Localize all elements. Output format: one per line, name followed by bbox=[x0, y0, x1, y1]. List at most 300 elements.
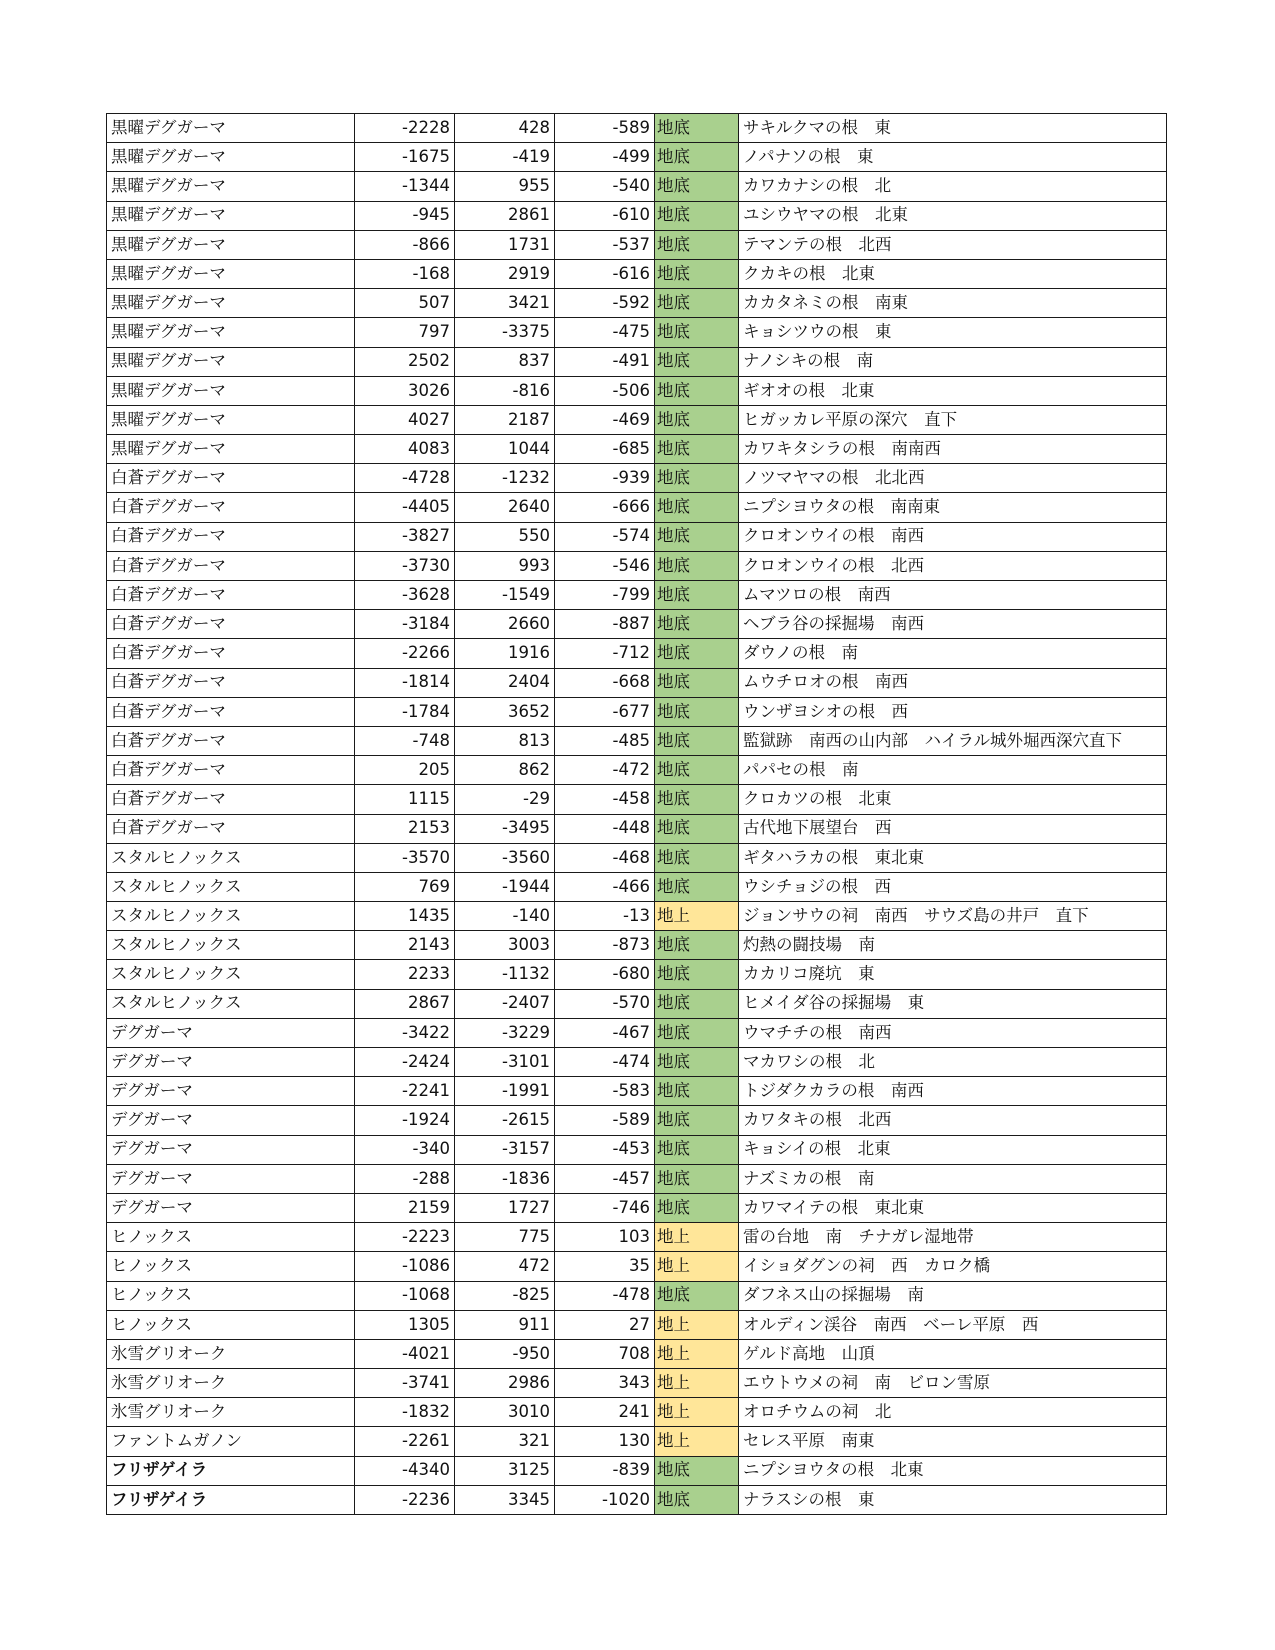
location-cell: カワタキの根 北西 bbox=[739, 1106, 1167, 1135]
monster-name-cell: 白蒼デグガーマ bbox=[107, 814, 355, 843]
layer-cell: 地底 bbox=[655, 405, 739, 434]
x-coordinate-cell: -2223 bbox=[355, 1223, 455, 1252]
layer-cell: 地上 bbox=[655, 1427, 739, 1456]
y-coordinate-cell: -29 bbox=[455, 785, 555, 814]
z-coordinate-cell: 708 bbox=[555, 1339, 655, 1368]
z-coordinate-cell: -712 bbox=[555, 639, 655, 668]
monster-name-cell: スタルヒノックス bbox=[107, 843, 355, 872]
location-cell: ナノシキの根 南 bbox=[739, 347, 1167, 376]
monster-name-cell: 白蒼デグガーマ bbox=[107, 551, 355, 580]
table-row bbox=[107, 1281, 1167, 1310]
layer-cell: 地上 bbox=[655, 1369, 739, 1398]
layer-cell: 地底 bbox=[655, 1135, 739, 1164]
y-coordinate-cell: -1836 bbox=[455, 1164, 555, 1193]
z-coordinate-cell: -592 bbox=[555, 289, 655, 318]
location-cell: ノツマヤマの根 北北西 bbox=[739, 464, 1167, 493]
table-row bbox=[107, 1485, 1167, 1514]
location-cell: ニプシヨウタの根 北東 bbox=[739, 1456, 1167, 1485]
z-coordinate-cell: -499 bbox=[555, 143, 655, 172]
x-coordinate-cell: -1086 bbox=[355, 1252, 455, 1281]
monster-name-cell: 白蒼デグガーマ bbox=[107, 639, 355, 668]
location-cell: ユシウヤマの根 北東 bbox=[739, 201, 1167, 230]
y-coordinate-cell: 955 bbox=[455, 172, 555, 201]
z-coordinate-cell: -540 bbox=[555, 172, 655, 201]
table-row bbox=[107, 1193, 1167, 1222]
y-coordinate-cell: -825 bbox=[455, 1281, 555, 1310]
monster-name-cell: 黒曜デグガーマ bbox=[107, 376, 355, 405]
table-row bbox=[107, 522, 1167, 551]
location-cell: セレス平原 南東 bbox=[739, 1427, 1167, 1456]
monster-name-cell: 白蒼デグガーマ bbox=[107, 785, 355, 814]
layer-cell: 地底 bbox=[655, 1018, 739, 1047]
y-coordinate-cell: -3157 bbox=[455, 1135, 555, 1164]
x-coordinate-cell: 1115 bbox=[355, 785, 455, 814]
monster-name-cell: ファントムガノン bbox=[107, 1427, 355, 1456]
monster-name-cell: 氷雪グリオーク bbox=[107, 1369, 355, 1398]
y-coordinate-cell: 2640 bbox=[455, 493, 555, 522]
z-coordinate-cell: -873 bbox=[555, 931, 655, 960]
monster-name-cell: 白蒼デグガーマ bbox=[107, 756, 355, 785]
location-cell: ギタハラカの根 東北東 bbox=[739, 843, 1167, 872]
layer-cell: 地底 bbox=[655, 697, 739, 726]
y-coordinate-cell: -3375 bbox=[455, 318, 555, 347]
layer-cell: 地上 bbox=[655, 1339, 739, 1368]
z-coordinate-cell: -506 bbox=[555, 376, 655, 405]
layer-cell: 地底 bbox=[655, 610, 739, 639]
layer-cell: 地底 bbox=[655, 814, 739, 843]
location-cell: イショダグンの祠 西 カロク橋 bbox=[739, 1252, 1167, 1281]
z-coordinate-cell: -685 bbox=[555, 435, 655, 464]
x-coordinate-cell: 205 bbox=[355, 756, 455, 785]
monster-name-cell: デグガーマ bbox=[107, 1164, 355, 1193]
table-row bbox=[107, 1018, 1167, 1047]
z-coordinate-cell: -537 bbox=[555, 230, 655, 259]
monster-name-cell: 黒曜デグガーマ bbox=[107, 435, 355, 464]
layer-cell: 地底 bbox=[655, 1456, 739, 1485]
z-coordinate-cell: -485 bbox=[555, 726, 655, 755]
table-row bbox=[107, 493, 1167, 522]
monster-name-cell: ヒノックス bbox=[107, 1310, 355, 1339]
z-coordinate-cell: -680 bbox=[555, 960, 655, 989]
layer-cell: 地底 bbox=[655, 581, 739, 610]
monster-name-cell: 黒曜デグガーマ bbox=[107, 405, 355, 434]
y-coordinate-cell: -1991 bbox=[455, 1077, 555, 1106]
x-coordinate-cell: 2153 bbox=[355, 814, 455, 843]
x-coordinate-cell: -3628 bbox=[355, 581, 455, 610]
x-coordinate-cell: -3184 bbox=[355, 610, 455, 639]
x-coordinate-cell: 2867 bbox=[355, 989, 455, 1018]
table-row bbox=[107, 960, 1167, 989]
location-cell: クカキの根 北東 bbox=[739, 259, 1167, 288]
y-coordinate-cell: 550 bbox=[455, 522, 555, 551]
table-row bbox=[107, 610, 1167, 639]
layer-cell: 地底 bbox=[655, 960, 739, 989]
layer-cell: 地底 bbox=[655, 464, 739, 493]
z-coordinate-cell: -1020 bbox=[555, 1485, 655, 1514]
layer-cell: 地底 bbox=[655, 318, 739, 347]
y-coordinate-cell: -140 bbox=[455, 902, 555, 931]
z-coordinate-cell: -469 bbox=[555, 405, 655, 434]
y-coordinate-cell: -3101 bbox=[455, 1048, 555, 1077]
layer-cell: 地底 bbox=[655, 872, 739, 901]
monster-name-cell: ヒノックス bbox=[107, 1223, 355, 1252]
table-row bbox=[107, 259, 1167, 288]
location-cell: サキルクマの根 東 bbox=[739, 114, 1167, 143]
y-coordinate-cell: 472 bbox=[455, 1252, 555, 1281]
table-row bbox=[107, 697, 1167, 726]
x-coordinate-cell: -3741 bbox=[355, 1369, 455, 1398]
monster-name-cell: ヒノックス bbox=[107, 1252, 355, 1281]
monster-name-cell: 氷雪グリオーク bbox=[107, 1398, 355, 1427]
monster-name-cell: デグガーマ bbox=[107, 1193, 355, 1222]
layer-cell: 地底 bbox=[655, 551, 739, 580]
location-cell: カカリコ廃坑 東 bbox=[739, 960, 1167, 989]
z-coordinate-cell: -13 bbox=[555, 902, 655, 931]
table-row bbox=[107, 1310, 1167, 1339]
location-cell: ジョンサウの祠 南西 サウズ島の井戸 直下 bbox=[739, 902, 1167, 931]
location-cell: ヒガッカレ平原の深穴 直下 bbox=[739, 405, 1167, 434]
z-coordinate-cell: -589 bbox=[555, 1106, 655, 1135]
z-coordinate-cell: -799 bbox=[555, 581, 655, 610]
location-cell: 古代地下展望台 西 bbox=[739, 814, 1167, 843]
location-cell: ナラスシの根 東 bbox=[739, 1485, 1167, 1514]
x-coordinate-cell: -2266 bbox=[355, 639, 455, 668]
table-row bbox=[107, 551, 1167, 580]
monster-name-cell: 黒曜デグガーマ bbox=[107, 318, 355, 347]
layer-cell: 地底 bbox=[655, 493, 739, 522]
layer-cell: 地底 bbox=[655, 289, 739, 318]
table-row bbox=[107, 172, 1167, 201]
y-coordinate-cell: 3010 bbox=[455, 1398, 555, 1427]
layer-cell: 地底 bbox=[655, 435, 739, 464]
layer-cell: 地上 bbox=[655, 1310, 739, 1339]
monster-name-cell: フリザゲイラ bbox=[107, 1456, 355, 1485]
layer-cell: 地底 bbox=[655, 201, 739, 230]
location-cell: ダフネス山の採掘場 南 bbox=[739, 1281, 1167, 1310]
monster-name-cell: 氷雪グリオーク bbox=[107, 1339, 355, 1368]
table-row bbox=[107, 1427, 1167, 1456]
z-coordinate-cell: 343 bbox=[555, 1369, 655, 1398]
location-cell: キョシツウの根 東 bbox=[739, 318, 1167, 347]
monster-name-cell: デグガーマ bbox=[107, 1018, 355, 1047]
layer-cell: 地底 bbox=[655, 668, 739, 697]
location-cell: キョシイの根 北東 bbox=[739, 1135, 1167, 1164]
monster-name-cell: 黒曜デグガーマ bbox=[107, 172, 355, 201]
layer-cell: 地底 bbox=[655, 843, 739, 872]
x-coordinate-cell: -3827 bbox=[355, 522, 455, 551]
y-coordinate-cell: 2660 bbox=[455, 610, 555, 639]
x-coordinate-cell: 507 bbox=[355, 289, 455, 318]
monster-name-cell: 黒曜デグガーマ bbox=[107, 201, 355, 230]
x-coordinate-cell: 2233 bbox=[355, 960, 455, 989]
y-coordinate-cell: -3229 bbox=[455, 1018, 555, 1047]
x-coordinate-cell: -3730 bbox=[355, 551, 455, 580]
layer-cell: 地底 bbox=[655, 1485, 739, 1514]
table-row bbox=[107, 989, 1167, 1018]
y-coordinate-cell: -1944 bbox=[455, 872, 555, 901]
layer-cell: 地底 bbox=[655, 726, 739, 755]
location-cell: ウンザヨシオの根 西 bbox=[739, 697, 1167, 726]
z-coordinate-cell: -939 bbox=[555, 464, 655, 493]
table-row bbox=[107, 1048, 1167, 1077]
x-coordinate-cell: -1784 bbox=[355, 697, 455, 726]
x-coordinate-cell: -866 bbox=[355, 230, 455, 259]
x-coordinate-cell: 2159 bbox=[355, 1193, 455, 1222]
z-coordinate-cell: -546 bbox=[555, 551, 655, 580]
location-cell: ウマチチの根 南西 bbox=[739, 1018, 1167, 1047]
x-coordinate-cell: -2241 bbox=[355, 1077, 455, 1106]
z-coordinate-cell: 241 bbox=[555, 1398, 655, 1427]
location-cell: テマンテの根 北西 bbox=[739, 230, 1167, 259]
y-coordinate-cell: 1727 bbox=[455, 1193, 555, 1222]
x-coordinate-cell: -168 bbox=[355, 259, 455, 288]
y-coordinate-cell: 3421 bbox=[455, 289, 555, 318]
y-coordinate-cell: 813 bbox=[455, 726, 555, 755]
table-row bbox=[107, 1135, 1167, 1164]
y-coordinate-cell: 1044 bbox=[455, 435, 555, 464]
x-coordinate-cell: -1832 bbox=[355, 1398, 455, 1427]
table-row bbox=[107, 1223, 1167, 1252]
monster-name-cell: 黒曜デグガーマ bbox=[107, 114, 355, 143]
x-coordinate-cell: -2236 bbox=[355, 1485, 455, 1514]
y-coordinate-cell: -3560 bbox=[455, 843, 555, 872]
monster-name-cell: スタルヒノックス bbox=[107, 960, 355, 989]
y-coordinate-cell: 2986 bbox=[455, 1369, 555, 1398]
location-cell: ウシチョジの根 西 bbox=[739, 872, 1167, 901]
layer-cell: 地底 bbox=[655, 931, 739, 960]
monster-name-cell: デグガーマ bbox=[107, 1135, 355, 1164]
layer-cell: 地底 bbox=[655, 230, 739, 259]
monster-name-cell: 白蒼デグガーマ bbox=[107, 493, 355, 522]
x-coordinate-cell: -1814 bbox=[355, 668, 455, 697]
layer-cell: 地底 bbox=[655, 172, 739, 201]
x-coordinate-cell: -288 bbox=[355, 1164, 455, 1193]
table-row bbox=[107, 464, 1167, 493]
monster-name-cell: 白蒼デグガーマ bbox=[107, 464, 355, 493]
table-row bbox=[107, 376, 1167, 405]
monster-name-cell: 白蒼デグガーマ bbox=[107, 697, 355, 726]
y-coordinate-cell: 993 bbox=[455, 551, 555, 580]
table-row bbox=[107, 814, 1167, 843]
y-coordinate-cell: 3003 bbox=[455, 931, 555, 960]
monster-name-cell: 黒曜デグガーマ bbox=[107, 259, 355, 288]
location-cell: カカタネミの根 南東 bbox=[739, 289, 1167, 318]
monster-name-cell: 白蒼デグガーマ bbox=[107, 522, 355, 551]
x-coordinate-cell: -3422 bbox=[355, 1018, 455, 1047]
location-cell: ムマツロの根 南西 bbox=[739, 581, 1167, 610]
table-row bbox=[107, 872, 1167, 901]
z-coordinate-cell: -677 bbox=[555, 697, 655, 726]
table-row bbox=[107, 1369, 1167, 1398]
z-coordinate-cell: -616 bbox=[555, 259, 655, 288]
location-cell: パパセの根 南 bbox=[739, 756, 1167, 785]
monster-name-cell: スタルヒノックス bbox=[107, 872, 355, 901]
x-coordinate-cell: -1344 bbox=[355, 172, 455, 201]
y-coordinate-cell: 3125 bbox=[455, 1456, 555, 1485]
location-cell: トジダクカラの根 南西 bbox=[739, 1077, 1167, 1106]
y-coordinate-cell: 3345 bbox=[455, 1485, 555, 1514]
location-cell: 灼熱の闘技場 南 bbox=[739, 931, 1167, 960]
table-row bbox=[107, 639, 1167, 668]
monster-name-cell: デグガーマ bbox=[107, 1106, 355, 1135]
z-coordinate-cell: -570 bbox=[555, 989, 655, 1018]
z-coordinate-cell: -448 bbox=[555, 814, 655, 843]
location-cell: クロオンウイの根 南西 bbox=[739, 522, 1167, 551]
x-coordinate-cell: 797 bbox=[355, 318, 455, 347]
location-cell: カワカナシの根 北 bbox=[739, 172, 1167, 201]
table-row bbox=[107, 668, 1167, 697]
z-coordinate-cell: -666 bbox=[555, 493, 655, 522]
x-coordinate-cell: -2228 bbox=[355, 114, 455, 143]
location-cell: ギオオの根 北東 bbox=[739, 376, 1167, 405]
table-row bbox=[107, 581, 1167, 610]
y-coordinate-cell: -3495 bbox=[455, 814, 555, 843]
y-coordinate-cell: -816 bbox=[455, 376, 555, 405]
z-coordinate-cell: -468 bbox=[555, 843, 655, 872]
location-cell: カワマイテの根 東北東 bbox=[739, 1193, 1167, 1222]
layer-cell: 地底 bbox=[655, 1106, 739, 1135]
location-cell: クロオンウイの根 北西 bbox=[739, 551, 1167, 580]
layer-cell: 地底 bbox=[655, 1164, 739, 1193]
z-coordinate-cell: -474 bbox=[555, 1048, 655, 1077]
table-row bbox=[107, 931, 1167, 960]
z-coordinate-cell: -589 bbox=[555, 114, 655, 143]
z-coordinate-cell: -458 bbox=[555, 785, 655, 814]
layer-cell: 地底 bbox=[655, 114, 739, 143]
x-coordinate-cell: -4405 bbox=[355, 493, 455, 522]
x-coordinate-cell: -1924 bbox=[355, 1106, 455, 1135]
location-cell: ナズミカの根 南 bbox=[739, 1164, 1167, 1193]
z-coordinate-cell: -475 bbox=[555, 318, 655, 347]
x-coordinate-cell: -3570 bbox=[355, 843, 455, 872]
table-row bbox=[107, 1456, 1167, 1485]
monster-name-cell: 白蒼デグガーマ bbox=[107, 581, 355, 610]
y-coordinate-cell: 2187 bbox=[455, 405, 555, 434]
y-coordinate-cell: 862 bbox=[455, 756, 555, 785]
layer-cell: 地底 bbox=[655, 1193, 739, 1222]
layer-cell: 地上 bbox=[655, 1398, 739, 1427]
table-row bbox=[107, 347, 1167, 376]
z-coordinate-cell: -491 bbox=[555, 347, 655, 376]
layer-cell: 地底 bbox=[655, 639, 739, 668]
location-cell: ヒメイダ谷の採掘場 東 bbox=[739, 989, 1167, 1018]
y-coordinate-cell: 2919 bbox=[455, 259, 555, 288]
z-coordinate-cell: -457 bbox=[555, 1164, 655, 1193]
layer-cell: 地上 bbox=[655, 902, 739, 931]
layer-cell: 地上 bbox=[655, 1223, 739, 1252]
location-cell: マカワシの根 北 bbox=[739, 1048, 1167, 1077]
table-row bbox=[107, 405, 1167, 434]
x-coordinate-cell: 4083 bbox=[355, 435, 455, 464]
layer-cell: 地上 bbox=[655, 1252, 739, 1281]
location-cell: ダウノの根 南 bbox=[739, 639, 1167, 668]
x-coordinate-cell: -2261 bbox=[355, 1427, 455, 1456]
location-cell: オロチウムの祠 北 bbox=[739, 1398, 1167, 1427]
x-coordinate-cell: -1675 bbox=[355, 143, 455, 172]
layer-cell: 地底 bbox=[655, 522, 739, 551]
y-coordinate-cell: -419 bbox=[455, 143, 555, 172]
z-coordinate-cell: -453 bbox=[555, 1135, 655, 1164]
x-coordinate-cell: -748 bbox=[355, 726, 455, 755]
y-coordinate-cell: -1549 bbox=[455, 581, 555, 610]
z-coordinate-cell: 103 bbox=[555, 1223, 655, 1252]
x-coordinate-cell: -4728 bbox=[355, 464, 455, 493]
y-coordinate-cell: 3652 bbox=[455, 697, 555, 726]
x-coordinate-cell: 4027 bbox=[355, 405, 455, 434]
z-coordinate-cell: -746 bbox=[555, 1193, 655, 1222]
table-row bbox=[107, 230, 1167, 259]
x-coordinate-cell: -4021 bbox=[355, 1339, 455, 1368]
layer-cell: 地底 bbox=[655, 347, 739, 376]
monster-name-cell: 白蒼デグガーマ bbox=[107, 726, 355, 755]
x-coordinate-cell: -4340 bbox=[355, 1456, 455, 1485]
monster-name-cell: デグガーマ bbox=[107, 1048, 355, 1077]
y-coordinate-cell: 837 bbox=[455, 347, 555, 376]
z-coordinate-cell: -467 bbox=[555, 1018, 655, 1047]
z-coordinate-cell: 35 bbox=[555, 1252, 655, 1281]
location-cell: ムウチロオの根 南西 bbox=[739, 668, 1167, 697]
y-coordinate-cell: 1916 bbox=[455, 639, 555, 668]
table-row bbox=[107, 843, 1167, 872]
monster-name-cell: ヒノックス bbox=[107, 1281, 355, 1310]
y-coordinate-cell: -2615 bbox=[455, 1106, 555, 1135]
z-coordinate-cell: -887 bbox=[555, 610, 655, 639]
layer-cell: 地底 bbox=[655, 785, 739, 814]
z-coordinate-cell: -472 bbox=[555, 756, 655, 785]
location-cell: ノパナソの根 東 bbox=[739, 143, 1167, 172]
table-row bbox=[107, 1339, 1167, 1368]
table-row bbox=[107, 1077, 1167, 1106]
x-coordinate-cell: 1435 bbox=[355, 902, 455, 931]
layer-cell: 地底 bbox=[655, 259, 739, 288]
y-coordinate-cell: -1132 bbox=[455, 960, 555, 989]
table-row bbox=[107, 1252, 1167, 1281]
table-row bbox=[107, 114, 1167, 143]
table-row bbox=[107, 143, 1167, 172]
monster-name-cell: 白蒼デグガーマ bbox=[107, 668, 355, 697]
z-coordinate-cell: -839 bbox=[555, 1456, 655, 1485]
y-coordinate-cell: 428 bbox=[455, 114, 555, 143]
x-coordinate-cell: 769 bbox=[355, 872, 455, 901]
location-cell: 雷の台地 南 チナガレ湿地帯 bbox=[739, 1223, 1167, 1252]
y-coordinate-cell: -2407 bbox=[455, 989, 555, 1018]
x-coordinate-cell: -340 bbox=[355, 1135, 455, 1164]
table-row bbox=[107, 435, 1167, 464]
layer-cell: 地底 bbox=[655, 1281, 739, 1310]
location-cell: ゲルド高地 山頂 bbox=[739, 1339, 1167, 1368]
table-row bbox=[107, 318, 1167, 347]
x-coordinate-cell: 2502 bbox=[355, 347, 455, 376]
z-coordinate-cell: -583 bbox=[555, 1077, 655, 1106]
monster-location-table bbox=[106, 113, 1167, 1515]
z-coordinate-cell: 130 bbox=[555, 1427, 655, 1456]
z-coordinate-cell: 27 bbox=[555, 1310, 655, 1339]
z-coordinate-cell: -478 bbox=[555, 1281, 655, 1310]
location-cell: エウトウメの祠 南 ビロン雪原 bbox=[739, 1369, 1167, 1398]
monster-name-cell: 白蒼デグガーマ bbox=[107, 610, 355, 639]
x-coordinate-cell: 2143 bbox=[355, 931, 455, 960]
location-cell: オルディン渓谷 南西 ベーレ平原 西 bbox=[739, 1310, 1167, 1339]
y-coordinate-cell: -1232 bbox=[455, 464, 555, 493]
table-row bbox=[107, 201, 1167, 230]
z-coordinate-cell: -668 bbox=[555, 668, 655, 697]
x-coordinate-cell: -2424 bbox=[355, 1048, 455, 1077]
layer-cell: 地底 bbox=[655, 1077, 739, 1106]
table-row bbox=[107, 1164, 1167, 1193]
table-row bbox=[107, 1398, 1167, 1427]
x-coordinate-cell: -1068 bbox=[355, 1281, 455, 1310]
z-coordinate-cell: -466 bbox=[555, 872, 655, 901]
